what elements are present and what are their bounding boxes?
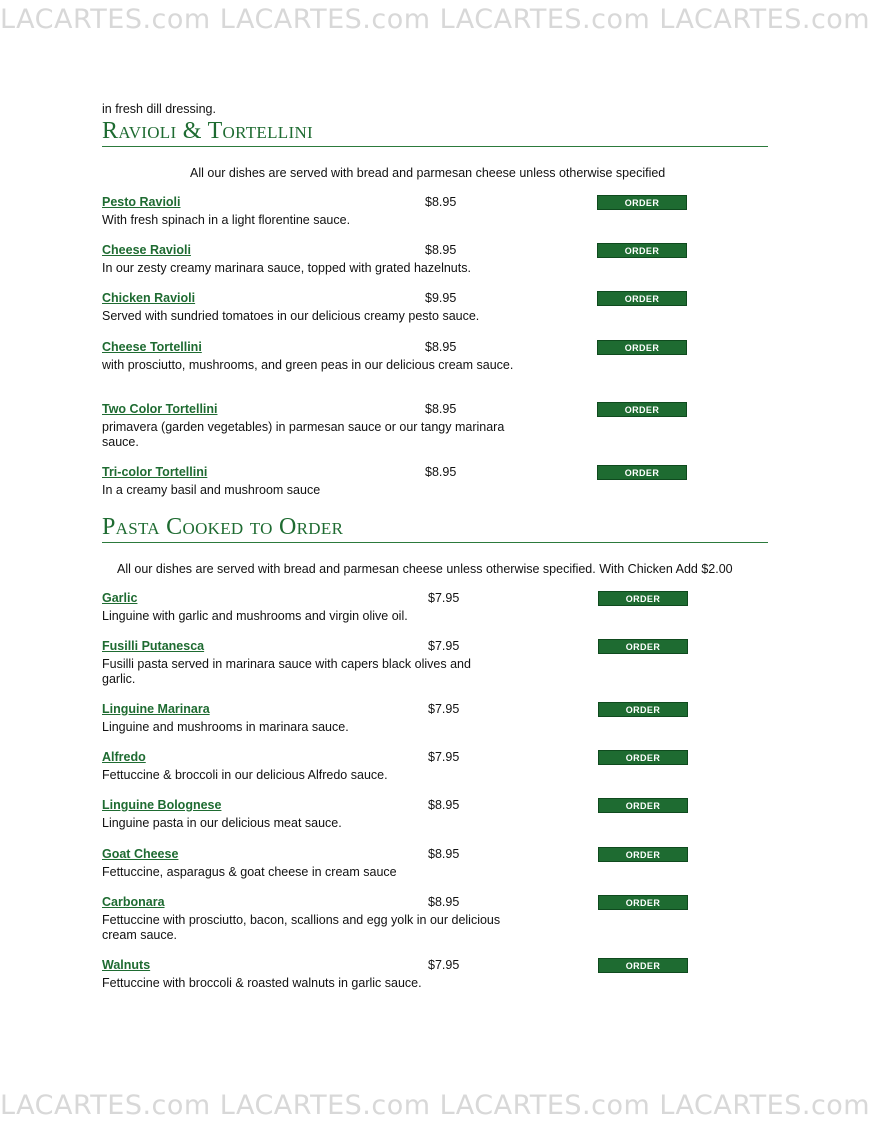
item-name-link[interactable]: Two Color Tortellini — [102, 402, 218, 416]
item-name-link[interactable]: Chicken Ravioli — [102, 291, 196, 305]
item-price: $7.95 — [428, 639, 460, 653]
item-name-link[interactable]: Linguine Bolognese — [102, 798, 222, 812]
item-description: Linguine with garlic and mushrooms and virgin olive oil. — [102, 609, 408, 623]
item-price: $7.95 — [428, 750, 460, 764]
section-note: All our dishes are served with bread and parmesan cheese unless otherwise specified. With Chicken Add $2.00 — [117, 562, 733, 576]
section-note: All our dishes are served with bread and parmesan cheese unless otherwise specified — [190, 166, 666, 180]
order-button[interactable]: ORDER — [597, 291, 687, 306]
item-price: $8.95 — [425, 243, 457, 257]
item-description: Fettuccine with prosciutto, bacon, scallions and egg yolk in our delicious cream sauce. — [102, 913, 501, 942]
item-price: $8.95 — [425, 340, 457, 354]
section-title: Ravioli & Tortellini — [102, 118, 768, 147]
section-ravioli-tortellini — [102, 118, 768, 147]
order-button[interactable]: ORDER — [598, 895, 688, 910]
order-button[interactable]: ORDER — [597, 465, 687, 480]
item-description: With fresh spinach in a light florentine sauce. — [102, 213, 351, 227]
item-description: In a creamy basil and mushroom sauce — [102, 483, 321, 497]
item-name-link[interactable]: Cheese Ravioli — [102, 243, 191, 257]
item-name-link[interactable]: Carbonara — [102, 895, 165, 909]
item-description: Linguine pasta in our delicious meat sauce. — [102, 816, 342, 830]
item-description: Linguine and mushrooms in marinara sauce. — [102, 720, 349, 734]
item-price: $7.95 — [428, 958, 460, 972]
item-name-link[interactable]: Linguine Marinara — [102, 702, 210, 716]
item-price: $7.95 — [428, 702, 460, 716]
item-price: $9.95 — [425, 291, 457, 305]
item-price: $8.95 — [428, 798, 460, 812]
order-button[interactable]: ORDER — [597, 340, 687, 355]
item-name-link[interactable]: Cheese Tortellini — [102, 340, 202, 354]
order-button[interactable]: ORDER — [597, 402, 687, 417]
order-button[interactable]: ORDER — [598, 798, 688, 813]
item-description: Served with sundried tomatoes in our delicious creamy pesto sauce. — [102, 309, 480, 323]
item-price: $8.95 — [425, 402, 457, 416]
item-price: $8.95 — [425, 195, 457, 209]
item-name-link[interactable]: Fusilli Putanesca — [102, 639, 205, 653]
item-description: In our zesty creamy marinara sauce, topped with grated hazelnuts. — [102, 261, 471, 275]
section-title: Pasta Cooked to Order — [102, 514, 768, 543]
item-name-link[interactable]: Walnuts — [102, 958, 151, 972]
watermark-top: LACARTES.com LACARTES.com LACARTES.com LACARTES.com — [0, 4, 870, 35]
order-button[interactable]: ORDER — [598, 639, 688, 654]
item-name-link[interactable]: Pesto Ravioli — [102, 195, 181, 209]
item-name-link[interactable]: Garlic — [102, 591, 138, 605]
order-button[interactable]: ORDER — [598, 591, 688, 606]
item-name-link[interactable]: Alfredo — [102, 750, 146, 764]
item-name-link[interactable]: Goat Cheese — [102, 847, 179, 861]
carryover-text: in fresh dill dressing. — [102, 102, 216, 116]
item-price: $8.95 — [425, 465, 457, 479]
item-description: primavera (garden vegetables) in parmesan sauce or our tangy marinara sauce. — [102, 420, 505, 449]
item-description: Fettuccine with broccoli & roasted walnuts in garlic sauce. — [102, 976, 422, 990]
item-description: with prosciutto, mushrooms, and green peas in our delicious cream sauce. — [102, 358, 514, 372]
section-pasta-cooked-to-order — [102, 514, 768, 543]
item-price: $7.95 — [428, 591, 460, 605]
order-button[interactable]: ORDER — [598, 958, 688, 973]
watermark-bottom: LACARTES.com LACARTES.com LACARTES.com LACARTES.com — [0, 1090, 870, 1121]
order-button[interactable]: ORDER — [598, 702, 688, 717]
item-price: $8.95 — [428, 895, 460, 909]
item-description: Fettuccine, asparagus & goat cheese in cream sauce — [102, 865, 397, 879]
item-name-link[interactable]: Tri-color Tortellini — [102, 465, 208, 479]
item-description: Fusilli pasta served in marinara sauce with capers black olives and garlic. — [102, 657, 471, 686]
order-button[interactable]: ORDER — [598, 750, 688, 765]
order-button[interactable]: ORDER — [597, 243, 687, 258]
item-description: Fettuccine & broccoli in our delicious Alfredo sauce. — [102, 768, 388, 782]
item-price: $8.95 — [428, 847, 460, 861]
order-button[interactable]: ORDER — [598, 847, 688, 862]
order-button[interactable]: ORDER — [597, 195, 687, 210]
